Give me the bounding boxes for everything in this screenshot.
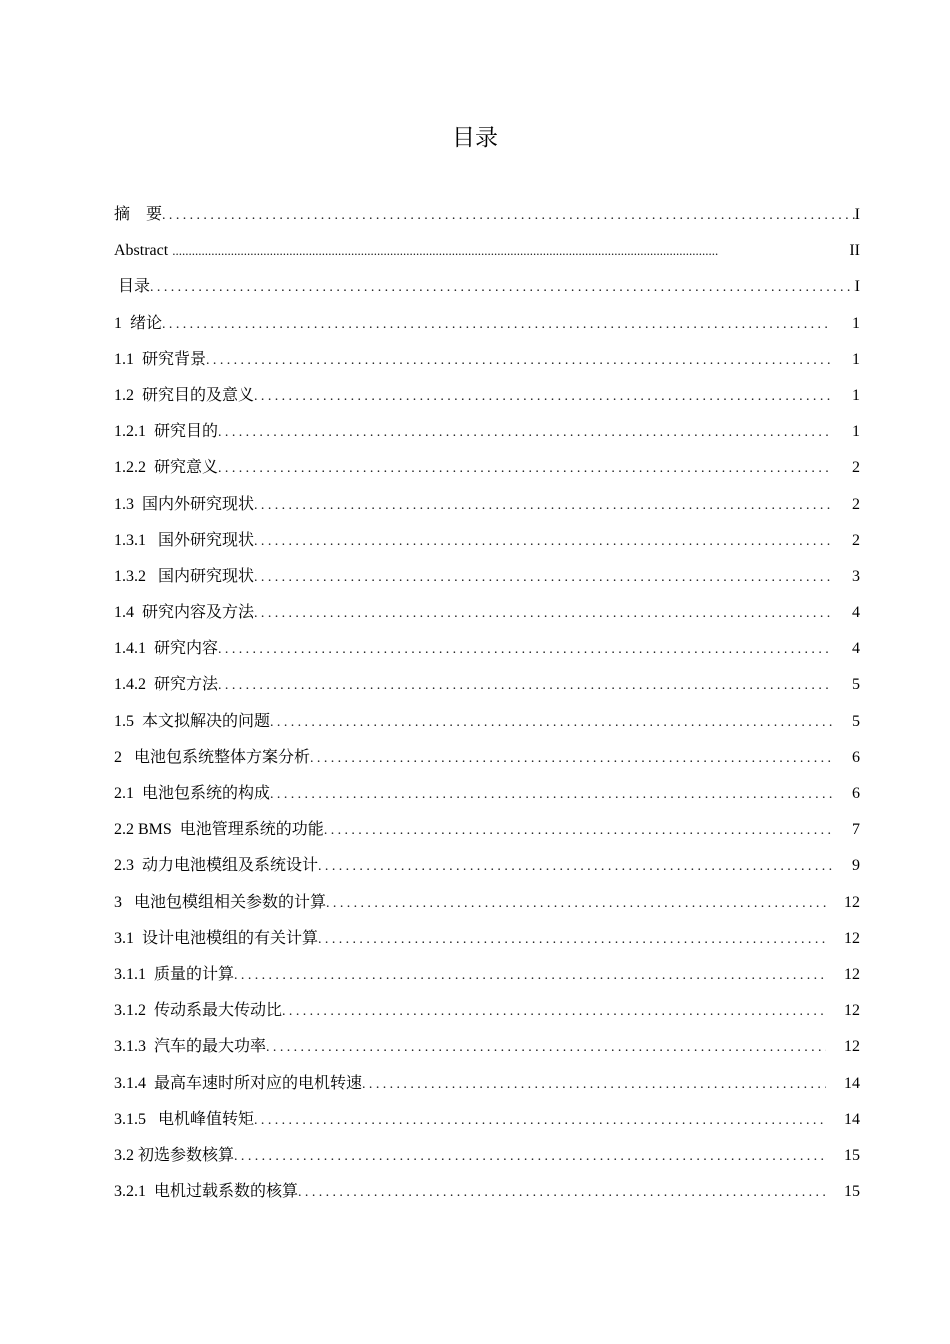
toc-entry[interactable] xyxy=(114,667,860,703)
toc-entry[interactable] xyxy=(114,595,860,631)
toc-entry-label: 1.3 国内外研究现状 xyxy=(114,495,255,513)
toc-entry[interactable] xyxy=(114,487,860,523)
toc-entry-page: 12 xyxy=(844,965,860,983)
toc-entry-page: 3 xyxy=(852,567,860,585)
toc-entry[interactable] xyxy=(114,704,860,740)
toc-entry-page: 15 xyxy=(844,1146,860,1164)
toc-entry-page: 12 xyxy=(844,929,860,947)
toc-dot-leader xyxy=(254,560,832,596)
toc-entry-page: 14 xyxy=(844,1110,860,1128)
toc-entry[interactable] xyxy=(114,342,860,378)
toc-entry[interactable] xyxy=(114,233,860,269)
toc-dot-leader xyxy=(162,198,855,234)
toc-entry-label: 3.1.5 电机峰值转矩 xyxy=(114,1110,255,1128)
toc-entry-page: 2 xyxy=(852,495,860,513)
toc-entry[interactable] xyxy=(114,631,860,667)
toc-entry-label: 3.2 初选参数核算 xyxy=(114,1146,235,1164)
toc-entry-page: I xyxy=(854,278,860,296)
toc-entry[interactable] xyxy=(114,269,860,305)
toc-entry[interactable] xyxy=(114,306,860,342)
toc-dot-leader xyxy=(206,343,832,379)
toc-dot-leader xyxy=(150,270,855,306)
toc-entry-label: Abstract xyxy=(114,242,173,260)
toc-dot-leader xyxy=(218,451,832,487)
toc-entry-label: 1.4.2 研究方法 xyxy=(114,676,219,694)
toc-dot-leader xyxy=(162,307,832,343)
toc-entry[interactable] xyxy=(114,885,860,921)
toc-dot-leader xyxy=(270,777,832,813)
toc-entry[interactable] xyxy=(114,957,860,993)
toc-entry-label: 3.1.4 最高车速时所对应的电机转速 xyxy=(114,1074,363,1092)
toc-entry-page: 12 xyxy=(844,1002,860,1020)
toc-entry-page: 1 xyxy=(852,350,860,368)
toc-dot-leader xyxy=(172,233,849,269)
toc-entry-page: 4 xyxy=(852,604,860,622)
toc-entry-label: 1.2.2 研究意义 xyxy=(114,459,219,477)
toc-entry-label: 2.2 BMS 电池管理系统的功能 xyxy=(114,821,324,839)
toc-entry-label: 3.1 设计电池模组的有关计算 xyxy=(114,929,319,947)
toc-dot-leader xyxy=(318,849,832,885)
toc-entry-page: 1 xyxy=(852,386,860,404)
toc-entry-page: 7 xyxy=(852,821,860,839)
page-title: 目录 xyxy=(452,125,498,151)
table-of-contents xyxy=(114,197,860,1210)
toc-entry[interactable] xyxy=(114,559,860,595)
toc-entry-page: 12 xyxy=(844,1038,860,1056)
toc-entry-page: 4 xyxy=(852,640,860,658)
toc-dot-leader xyxy=(326,886,826,922)
toc-entry[interactable] xyxy=(114,1174,860,1210)
toc-entry[interactable] xyxy=(114,378,860,414)
toc-dot-leader xyxy=(254,488,832,524)
toc-entry-label: 1.2.1 研究目的 xyxy=(114,423,219,441)
toc-dot-leader xyxy=(254,596,832,632)
toc-dot-leader xyxy=(282,994,826,1030)
toc-entry[interactable] xyxy=(114,921,860,957)
toc-entry[interactable] xyxy=(114,1138,860,1174)
toc-entry[interactable] xyxy=(114,414,860,450)
toc-dot-leader xyxy=(234,1139,826,1175)
toc-entry-label: 1.4.1 研究内容 xyxy=(114,640,219,658)
toc-dot-leader xyxy=(218,632,832,668)
toc-dot-leader xyxy=(324,813,832,849)
toc-entry-page: 6 xyxy=(852,785,860,802)
toc-entry-page: 2 xyxy=(852,459,860,477)
toc-entry-page: 5 xyxy=(852,712,860,730)
toc-entry-label: 1.5 本文拟解决的问题 xyxy=(114,712,271,730)
toc-entry-label: 1 绪论 xyxy=(114,314,163,332)
toc-dot-leader xyxy=(362,1067,826,1103)
toc-entry-label: 摘 要 xyxy=(114,206,163,223)
toc-entry-label: 1.3.1 国外研究现状 xyxy=(114,531,255,549)
toc-entry[interactable] xyxy=(114,812,860,848)
toc-dot-leader xyxy=(298,1175,826,1211)
toc-dot-leader xyxy=(270,705,832,741)
toc-dot-leader xyxy=(310,741,832,777)
toc-dot-leader xyxy=(218,668,832,704)
toc-entry[interactable] xyxy=(114,993,860,1029)
toc-dot-leader xyxy=(318,922,826,958)
toc-entry-page: 1 xyxy=(852,423,860,441)
toc-entry-page: 12 xyxy=(844,893,860,911)
toc-entry-page: 14 xyxy=(844,1074,860,1092)
toc-dot-leader xyxy=(254,1103,826,1139)
toc-entry[interactable] xyxy=(114,450,860,486)
toc-entry-label: 3.2.1 电机过载系数的核算 xyxy=(114,1183,299,1201)
toc-entry-label: 1.1 研究背景 xyxy=(114,350,207,368)
toc-entry-page: 15 xyxy=(844,1183,860,1201)
toc-entry-label: 3.1.3 汽车的最大功率 xyxy=(114,1038,267,1056)
toc-dot-leader xyxy=(254,379,832,415)
toc-entry-page: 5 xyxy=(852,676,860,694)
toc-dot-leader xyxy=(218,415,832,451)
toc-entry-label: 3.1.1 质量的计算 xyxy=(114,965,235,983)
toc-entry-page: 2 xyxy=(852,531,860,549)
toc-entry-label: 2.3 动力电池模组及系统设计 xyxy=(114,857,319,875)
toc-entry-label: 目录 xyxy=(114,278,151,296)
toc-entry-page: II xyxy=(849,242,860,260)
toc-entry-page: I xyxy=(854,206,860,223)
toc-entry-label: 1.3.2 国内研究现状 xyxy=(114,567,255,585)
toc-entry[interactable] xyxy=(114,1102,860,1138)
toc-entry[interactable] xyxy=(114,523,860,559)
toc-entry[interactable] xyxy=(114,740,860,776)
toc-entry-label: 1.4 研究内容及方法 xyxy=(114,604,255,622)
toc-entry-page: 1 xyxy=(852,314,860,332)
toc-entry[interactable] xyxy=(114,1029,860,1065)
toc-entry[interactable] xyxy=(114,1066,860,1102)
toc-entry-label: 3 电池包模组相关参数的计算 xyxy=(114,893,327,911)
toc-entry-label: 3.1.2 传动系最大传动比 xyxy=(114,1002,283,1020)
toc-entry-label: 2.1 电池包系统的构成 xyxy=(114,785,271,802)
toc-dot-leader xyxy=(234,958,826,994)
toc-entry-label: 2 电池包系统整体方案分析 xyxy=(114,748,311,766)
toc-entry-page: 6 xyxy=(852,748,860,766)
toc-entry[interactable] xyxy=(114,197,860,233)
toc-dot-leader xyxy=(254,524,832,560)
toc-entry-label: 1.2 研究目的及意义 xyxy=(114,386,255,404)
toc-entry[interactable] xyxy=(114,776,860,812)
toc-entry[interactable] xyxy=(114,848,860,884)
toc-entry-page: 9 xyxy=(852,857,860,875)
toc-dot-leader xyxy=(266,1030,826,1066)
